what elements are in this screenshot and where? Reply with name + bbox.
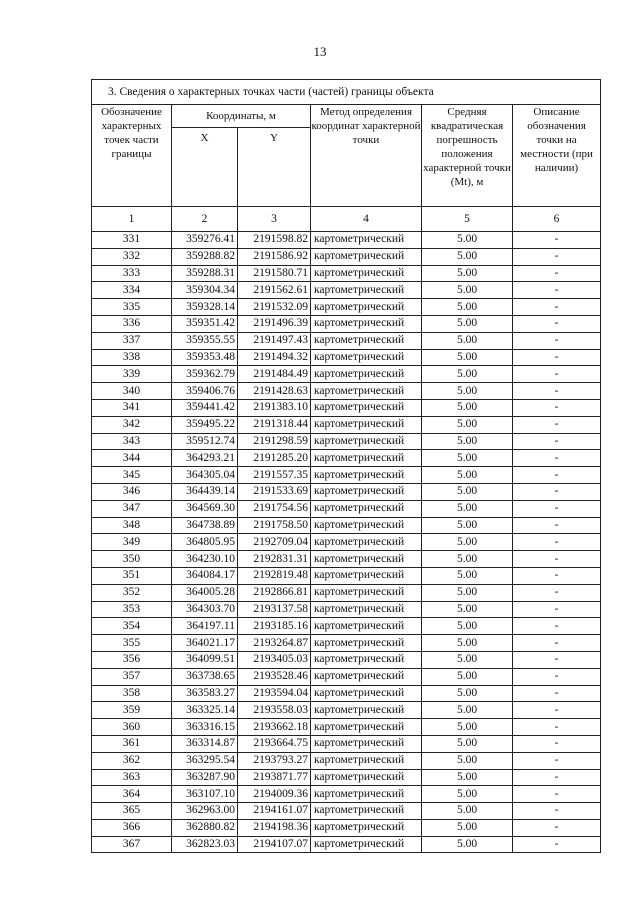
y-coordinate-cell: 2193662.18 — [238, 719, 311, 736]
y-coordinate-cell: 2193264.87 — [238, 635, 311, 652]
point-id-cell: 366 — [92, 819, 172, 836]
description-cell: - — [513, 786, 601, 803]
table-row — [92, 601, 601, 618]
method-cell: картометрический — [311, 719, 422, 736]
method-cell: картометрический — [311, 265, 422, 282]
accuracy-cell: 5.00 — [422, 450, 513, 467]
point-id-cell: 334 — [92, 282, 172, 299]
accuracy-cell: 5.00 — [422, 248, 513, 265]
table-row — [92, 450, 601, 467]
accuracy-cell: 5.00 — [422, 752, 513, 769]
x-coordinate-cell: 362963.00 — [172, 803, 238, 820]
table-row — [92, 315, 601, 332]
description-cell: - — [513, 702, 601, 719]
point-id-cell: 337 — [92, 332, 172, 349]
method-cell: картометрический — [311, 685, 422, 702]
table-row — [92, 366, 601, 383]
table-row — [92, 635, 601, 652]
point-id-cell: 364 — [92, 786, 172, 803]
x-coordinate-cell: 363287.90 — [172, 769, 238, 786]
y-coordinate-cell: 2192866.81 — [238, 584, 311, 601]
x-coordinate-cell: 362823.03 — [172, 836, 238, 853]
accuracy-cell: 5.00 — [422, 416, 513, 433]
description-cell: - — [513, 819, 601, 836]
point-id-cell: 361 — [92, 735, 172, 752]
table-row — [92, 433, 601, 450]
table-row — [92, 399, 601, 416]
description-cell: - — [513, 769, 601, 786]
description-cell: - — [513, 735, 601, 752]
accuracy-cell: 5.00 — [422, 332, 513, 349]
accuracy-cell: 5.00 — [422, 635, 513, 652]
point-id-cell: 347 — [92, 500, 172, 517]
accuracy-cell: 5.00 — [422, 433, 513, 450]
y-coordinate-cell: 2191557.35 — [238, 467, 311, 484]
method-cell: картометрический — [311, 282, 422, 299]
description-cell: - — [513, 517, 601, 534]
y-coordinate-cell: 2191532.09 — [238, 299, 311, 316]
accuracy-cell: 5.00 — [422, 719, 513, 736]
x-coordinate-cell: 359355.55 — [172, 332, 238, 349]
x-coordinate-cell: 364738.89 — [172, 517, 238, 534]
method-cell: картометрический — [311, 601, 422, 618]
method-cell: картометрический — [311, 567, 422, 584]
point-id-cell: 338 — [92, 349, 172, 366]
y-coordinate-cell: 2193528.46 — [238, 668, 311, 685]
method-cell: картометрический — [311, 803, 422, 820]
point-id-cell: 339 — [92, 366, 172, 383]
method-cell: картометрический — [311, 668, 422, 685]
x-coordinate-cell: 359328.14 — [172, 299, 238, 316]
description-cell: - — [513, 248, 601, 265]
accuracy-cell: 5.00 — [422, 467, 513, 484]
accuracy-cell: 5.00 — [422, 685, 513, 702]
column-number: 1 — [92, 207, 172, 232]
y-coordinate-cell: 2193664.75 — [238, 735, 311, 752]
point-id-cell: 358 — [92, 685, 172, 702]
accuracy-cell: 5.00 — [422, 735, 513, 752]
y-coordinate-cell: 2191494.32 — [238, 349, 311, 366]
x-coordinate-cell: 363738.65 — [172, 668, 238, 685]
description-cell: - — [513, 551, 601, 568]
y-coordinate-cell: 2193594.04 — [238, 685, 311, 702]
accuracy-cell: 5.00 — [422, 601, 513, 618]
y-coordinate-cell: 2194198.36 — [238, 819, 311, 836]
accuracy-cell: 5.00 — [422, 399, 513, 416]
x-coordinate-cell: 364805.95 — [172, 534, 238, 551]
description-cell: - — [513, 366, 601, 383]
point-id-cell: 351 — [92, 567, 172, 584]
accuracy-cell: 5.00 — [422, 668, 513, 685]
y-coordinate-cell: 2191586.92 — [238, 248, 311, 265]
table-row — [92, 719, 601, 736]
accuracy-cell: 5.00 — [422, 366, 513, 383]
method-cell: картометрический — [311, 618, 422, 635]
method-cell: картометрический — [311, 383, 422, 400]
x-coordinate-cell: 363316.15 — [172, 719, 238, 736]
point-id-cell: 345 — [92, 467, 172, 484]
x-coordinate-cell: 364197.11 — [172, 618, 238, 635]
column-number: 5 — [422, 207, 513, 232]
method-cell: картометрический — [311, 366, 422, 383]
column-number: 6 — [513, 207, 601, 232]
accuracy-cell: 5.00 — [422, 803, 513, 820]
table-row — [92, 786, 601, 803]
y-coordinate-cell: 2192709.04 — [238, 534, 311, 551]
description-cell: - — [513, 399, 601, 416]
point-id-cell: 354 — [92, 618, 172, 635]
accuracy-cell: 5.00 — [422, 383, 513, 400]
x-coordinate-cell: 363583.27 — [172, 685, 238, 702]
method-cell: картометрический — [311, 735, 422, 752]
accuracy-cell: 5.00 — [422, 534, 513, 551]
description-cell: - — [513, 349, 601, 366]
description-cell: - — [513, 282, 601, 299]
x-coordinate-cell: 364099.51 — [172, 651, 238, 668]
description-cell: - — [513, 803, 601, 820]
description-cell: - — [513, 299, 601, 316]
y-coordinate-cell: 2191758.50 — [238, 517, 311, 534]
point-id-cell: 335 — [92, 299, 172, 316]
description-cell: - — [513, 500, 601, 517]
table-row — [92, 232, 601, 249]
accuracy-cell: 5.00 — [422, 299, 513, 316]
point-id-cell: 333 — [92, 265, 172, 282]
x-coordinate-cell: 364569.30 — [172, 500, 238, 517]
y-coordinate-cell: 2191598.82 — [238, 232, 311, 249]
x-coordinate-cell: 363107.10 — [172, 786, 238, 803]
description-cell: - — [513, 534, 601, 551]
y-coordinate-cell: 2194009.36 — [238, 786, 311, 803]
point-id-cell: 336 — [92, 315, 172, 332]
x-coordinate-cell: 359495.22 — [172, 416, 238, 433]
accuracy-cell: 5.00 — [422, 315, 513, 332]
x-coordinate-cell: 359288.82 — [172, 248, 238, 265]
column-number: 2 — [172, 207, 238, 232]
method-cell: картометрический — [311, 467, 422, 484]
description-cell: - — [513, 416, 601, 433]
column-number: 3 — [238, 207, 311, 232]
description-cell: - — [513, 450, 601, 467]
point-id-cell: 367 — [92, 836, 172, 853]
point-id-cell: 331 — [92, 232, 172, 249]
description-cell: - — [513, 685, 601, 702]
table-row — [92, 803, 601, 820]
column-numbers-row — [92, 207, 601, 232]
header-point-designation: Обозначение характерных точек части границы — [92, 105, 172, 207]
y-coordinate-cell: 2192819.48 — [238, 567, 311, 584]
accuracy-cell: 5.00 — [422, 483, 513, 500]
description-cell: - — [513, 752, 601, 769]
accuracy-cell: 5.00 — [422, 500, 513, 517]
x-coordinate-cell: 363314.87 — [172, 735, 238, 752]
accuracy-cell: 5.00 — [422, 584, 513, 601]
method-cell: картометрический — [311, 769, 422, 786]
x-coordinate-cell: 364021.17 — [172, 635, 238, 652]
description-cell: - — [513, 601, 601, 618]
x-coordinate-cell: 363295.54 — [172, 752, 238, 769]
y-coordinate-cell: 2192831.31 — [238, 551, 311, 568]
x-coordinate-cell: 359276.41 — [172, 232, 238, 249]
x-coordinate-cell: 364439.14 — [172, 483, 238, 500]
header-coordinates: Координаты, м — [172, 105, 311, 128]
method-cell: картометрический — [311, 551, 422, 568]
x-coordinate-cell: 359362.79 — [172, 366, 238, 383]
header-accuracy: Средняя квадратическая погрешность положения характерной точки (Mt), м — [422, 105, 513, 207]
method-cell: картометрический — [311, 534, 422, 551]
description-cell: - — [513, 315, 601, 332]
y-coordinate-cell: 2193137.58 — [238, 601, 311, 618]
table-row — [92, 685, 601, 702]
table-row — [92, 416, 601, 433]
method-cell: картометрический — [311, 635, 422, 652]
method-cell: картометрический — [311, 232, 422, 249]
method-cell: картометрический — [311, 483, 422, 500]
table-row — [92, 836, 601, 853]
table-row — [92, 584, 601, 601]
section-title: 3. Сведения о характерных точках части (частей) границы объекта — [92, 80, 601, 105]
x-coordinate-cell: 364230.10 — [172, 551, 238, 568]
y-coordinate-cell: 2191580.71 — [238, 265, 311, 282]
description-cell: - — [513, 467, 601, 484]
description-cell: - — [513, 232, 601, 249]
table-row — [92, 265, 601, 282]
method-cell: картометрический — [311, 433, 422, 450]
y-coordinate-cell: 2191383.10 — [238, 399, 311, 416]
accuracy-cell: 5.00 — [422, 618, 513, 635]
point-id-cell: 359 — [92, 702, 172, 719]
table-row — [92, 383, 601, 400]
accuracy-cell: 5.00 — [422, 702, 513, 719]
x-coordinate-cell: 364303.70 — [172, 601, 238, 618]
y-coordinate-cell: 2194107.07 — [238, 836, 311, 853]
description-cell: - — [513, 651, 601, 668]
point-id-cell: 346 — [92, 483, 172, 500]
y-coordinate-cell: 2191497.43 — [238, 332, 311, 349]
table-row — [92, 702, 601, 719]
y-coordinate-cell: 2191298.59 — [238, 433, 311, 450]
description-cell: - — [513, 265, 601, 282]
description-cell: - — [513, 668, 601, 685]
y-coordinate-cell: 2191428.63 — [238, 383, 311, 400]
y-coordinate-cell: 2191533.69 — [238, 483, 311, 500]
method-cell: картометрический — [311, 399, 422, 416]
y-coordinate-cell: 2191285.20 — [238, 450, 311, 467]
table-header — [92, 80, 601, 232]
table-body — [92, 232, 601, 853]
point-id-cell: 360 — [92, 719, 172, 736]
header-x: X — [172, 128, 238, 207]
point-id-cell: 356 — [92, 651, 172, 668]
x-coordinate-cell: 359406.76 — [172, 383, 238, 400]
description-cell: - — [513, 332, 601, 349]
y-coordinate-cell: 2191562.61 — [238, 282, 311, 299]
table-row — [92, 567, 601, 584]
y-coordinate-cell: 2191496.39 — [238, 315, 311, 332]
accuracy-cell: 5.00 — [422, 769, 513, 786]
description-cell: - — [513, 383, 601, 400]
header-y: Y — [238, 128, 311, 207]
method-cell: картометрический — [311, 450, 422, 467]
y-coordinate-cell: 2193871.77 — [238, 769, 311, 786]
accuracy-cell: 5.00 — [422, 349, 513, 366]
point-id-cell: 343 — [92, 433, 172, 450]
accuracy-cell: 5.00 — [422, 265, 513, 282]
x-coordinate-cell: 359288.31 — [172, 265, 238, 282]
accuracy-cell: 5.00 — [422, 836, 513, 853]
point-id-cell: 355 — [92, 635, 172, 652]
accuracy-cell: 5.00 — [422, 786, 513, 803]
method-cell: картометрический — [311, 517, 422, 534]
accuracy-cell: 5.00 — [422, 232, 513, 249]
y-coordinate-cell: 2191754.56 — [238, 500, 311, 517]
point-id-cell: 340 — [92, 383, 172, 400]
accuracy-cell: 5.00 — [422, 567, 513, 584]
description-cell: - — [513, 836, 601, 853]
point-id-cell: 363 — [92, 769, 172, 786]
y-coordinate-cell: 2193405.03 — [238, 651, 311, 668]
accuracy-cell: 5.00 — [422, 517, 513, 534]
description-cell: - — [513, 567, 601, 584]
method-cell: картометрический — [311, 500, 422, 517]
boundary-points-table — [91, 79, 601, 853]
table-row — [92, 483, 601, 500]
method-cell: картометрический — [311, 315, 422, 332]
table-row — [92, 551, 601, 568]
description-cell: - — [513, 433, 601, 450]
page-number: 13 — [313, 44, 327, 59]
x-coordinate-cell: 362880.82 — [172, 819, 238, 836]
point-id-cell: 352 — [92, 584, 172, 601]
method-cell: картометрический — [311, 651, 422, 668]
x-coordinate-cell: 359512.74 — [172, 433, 238, 450]
method-cell: картометрический — [311, 836, 422, 853]
method-cell: картометрический — [311, 819, 422, 836]
x-coordinate-cell: 359353.48 — [172, 349, 238, 366]
table-row — [92, 248, 601, 265]
method-cell: картометрический — [311, 248, 422, 265]
table-row — [92, 349, 601, 366]
table-row — [92, 500, 601, 517]
table-row — [92, 735, 601, 752]
table-row — [92, 819, 601, 836]
method-cell: картометрический — [311, 786, 422, 803]
table-row — [92, 282, 601, 299]
description-cell: - — [513, 719, 601, 736]
point-id-cell: 362 — [92, 752, 172, 769]
table-row — [92, 534, 601, 551]
point-id-cell: 332 — [92, 248, 172, 265]
header-method: Метод определения координат характерной точки — [311, 105, 422, 207]
point-id-cell: 342 — [92, 416, 172, 433]
method-cell: картометрический — [311, 332, 422, 349]
y-coordinate-cell: 2191318.44 — [238, 416, 311, 433]
y-coordinate-cell: 2193558.03 — [238, 702, 311, 719]
column-number: 4 — [311, 207, 422, 232]
table-row — [92, 651, 601, 668]
point-id-cell: 357 — [92, 668, 172, 685]
method-cell: картометрический — [311, 416, 422, 433]
description-cell: - — [513, 635, 601, 652]
point-id-cell: 344 — [92, 450, 172, 467]
x-coordinate-cell: 364084.17 — [172, 567, 238, 584]
accuracy-cell: 5.00 — [422, 651, 513, 668]
point-id-cell: 348 — [92, 517, 172, 534]
x-coordinate-cell: 359304.34 — [172, 282, 238, 299]
point-id-cell: 365 — [92, 803, 172, 820]
x-coordinate-cell: 363325.14 — [172, 702, 238, 719]
x-coordinate-cell: 364005.28 — [172, 584, 238, 601]
table-row — [92, 752, 601, 769]
table-row — [92, 668, 601, 685]
y-coordinate-cell: 2191484.49 — [238, 366, 311, 383]
table-row — [92, 517, 601, 534]
accuracy-cell: 5.00 — [422, 282, 513, 299]
x-coordinate-cell: 359441.42 — [172, 399, 238, 416]
y-coordinate-cell: 2193793.27 — [238, 752, 311, 769]
point-id-cell: 353 — [92, 601, 172, 618]
y-coordinate-cell: 2194161.07 — [238, 803, 311, 820]
table-row — [92, 769, 601, 786]
accuracy-cell: 5.00 — [422, 551, 513, 568]
accuracy-cell: 5.00 — [422, 819, 513, 836]
point-id-cell: 349 — [92, 534, 172, 551]
point-id-cell: 350 — [92, 551, 172, 568]
header-description: Описание обозначения точки на местности (при наличии) — [513, 105, 601, 207]
x-coordinate-cell: 364305.04 — [172, 467, 238, 484]
table-row — [92, 467, 601, 484]
point-id-cell: 341 — [92, 399, 172, 416]
table-row — [92, 332, 601, 349]
table-row — [92, 618, 601, 635]
method-cell: картометрический — [311, 349, 422, 366]
method-cell: картометрический — [311, 299, 422, 316]
y-coordinate-cell: 2193185.16 — [238, 618, 311, 635]
x-coordinate-cell: 364293.21 — [172, 450, 238, 467]
description-cell: - — [513, 584, 601, 601]
method-cell: картометрический — [311, 752, 422, 769]
description-cell: - — [513, 483, 601, 500]
method-cell: картометрический — [311, 584, 422, 601]
description-cell: - — [513, 618, 601, 635]
method-cell: картометрический — [311, 702, 422, 719]
table-row — [92, 299, 601, 316]
x-coordinate-cell: 359351.42 — [172, 315, 238, 332]
